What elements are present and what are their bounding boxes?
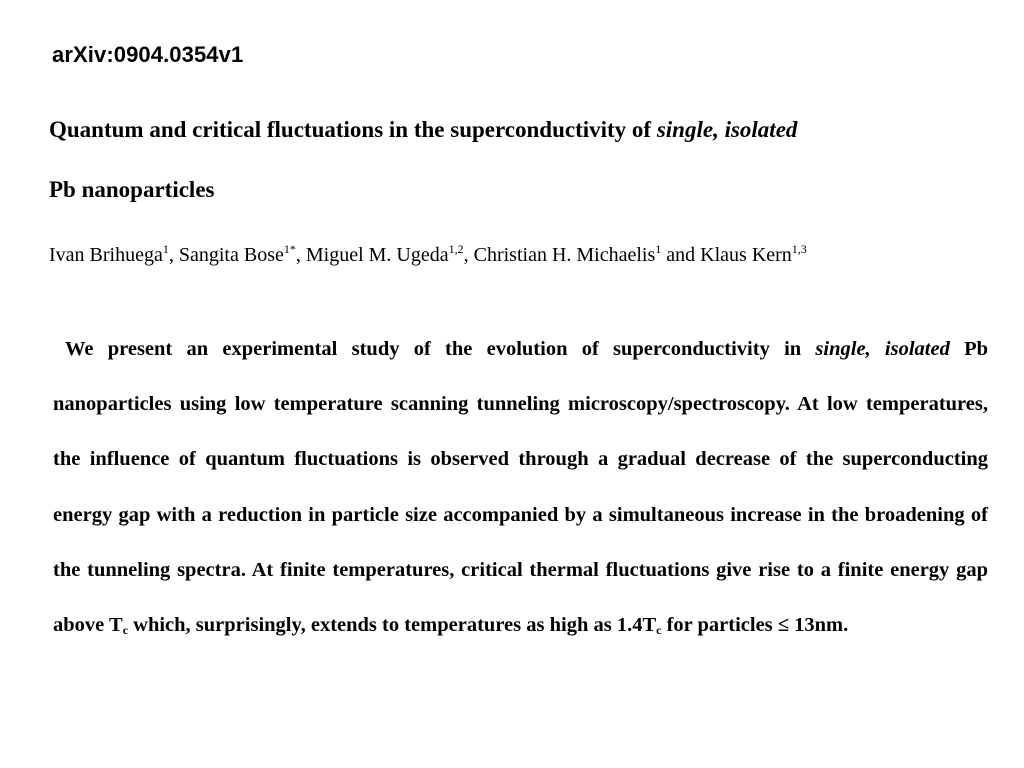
author-name: Klaus Kern [700, 244, 792, 266]
author-name: Miguel M. Ugeda [305, 244, 449, 266]
author-separator: , [463, 244, 474, 266]
abstract-text: for particles ≤ 13nm. [661, 614, 849, 637]
paper-title [49, 100, 989, 220]
author-separator: , [295, 244, 306, 266]
author [700, 244, 807, 266]
author [49, 244, 169, 266]
author-name: Sangita Bose [178, 244, 284, 266]
author [474, 244, 662, 266]
author [179, 244, 296, 266]
abstract-text: Pb nanoparticles using low temperature scanning tunneling microscopy/spectroscopy. At low temperatures, the influence of quantum fluctuations is observed through a gradual decrease of the superconducting energy gap with a reduction in particle size accompanied by a simultaneous increase in the broadening of the tunneling spectra. At finite temperatures, critical thermal fluctuations give rise to a finite energy gap above T [53, 338, 988, 637]
author-separator: and [661, 244, 701, 266]
author-affiliation: 1,2 [448, 242, 464, 256]
abstract-italic-text: single, isolated [815, 338, 950, 360]
author [306, 244, 464, 266]
abstract-text: which, surprisingly, extends to temperatures as high as 1.4T [128, 614, 657, 637]
author-affiliation: 1* [283, 242, 296, 256]
author-affiliation: 1 [655, 242, 662, 256]
arxiv-identifier: arXiv:0904.0354v1 [52, 42, 244, 67]
author-name: Ivan Brihuega [49, 244, 163, 266]
author-affiliation: 1,3 [791, 242, 807, 256]
author-list [49, 244, 1009, 267]
author-name: Christian H. Michaelis [473, 244, 656, 266]
title-italic-text: single, isolated [656, 117, 798, 142]
subscript: c [656, 623, 662, 638]
author-affiliation: 1 [162, 242, 169, 256]
subscript: c [122, 623, 129, 638]
abstract-text: We present an experimental study of the evolution of superconductivity in [65, 338, 816, 360]
author-separator: , [168, 244, 179, 266]
title-line2: Pb nanoparticles [49, 177, 215, 202]
title-text: Quantum and critical fluctuations in the superconductivity of [49, 117, 657, 142]
abstract-paragraph [53, 322, 988, 653]
